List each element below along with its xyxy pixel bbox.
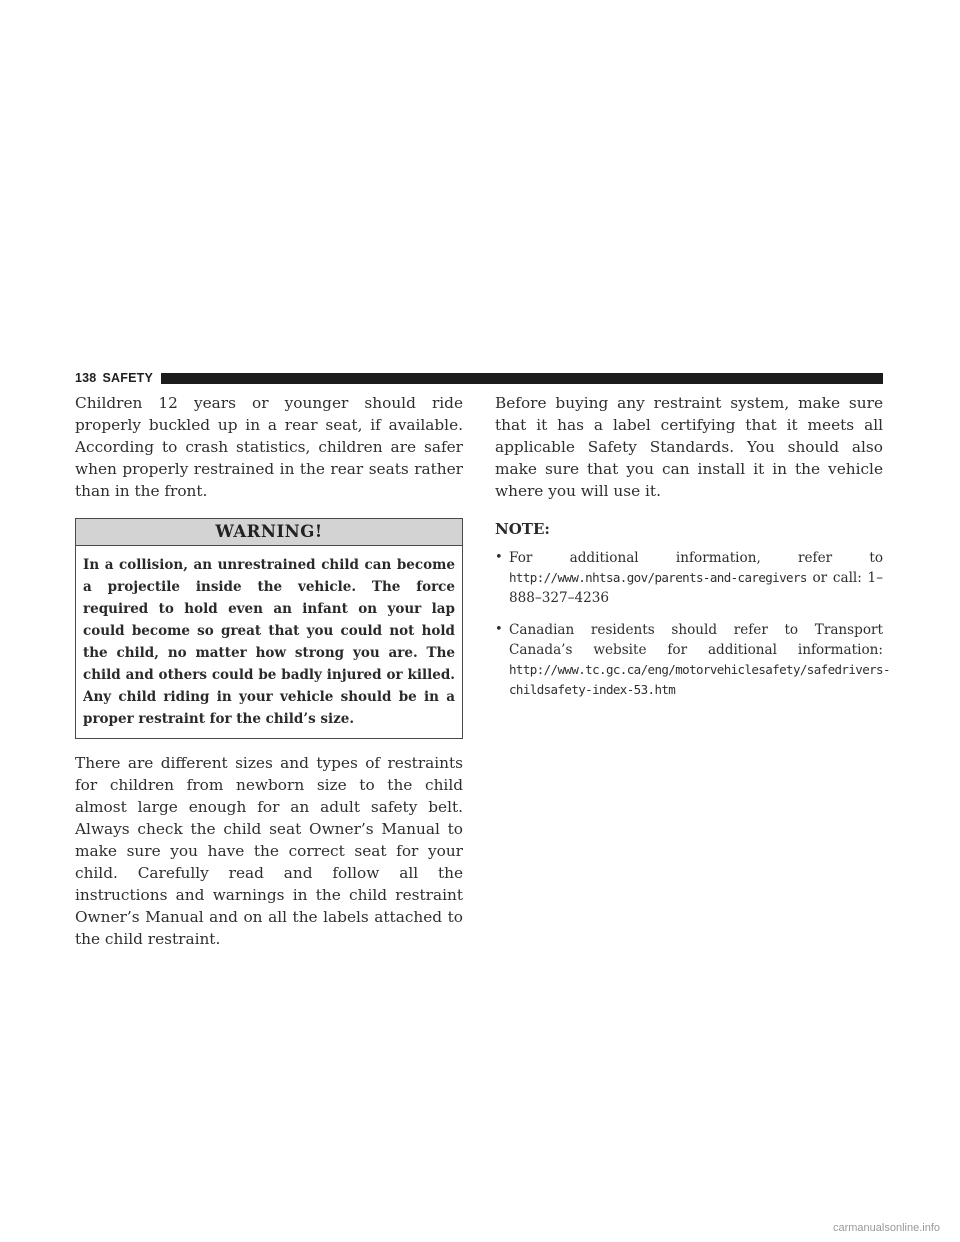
bullet-text: Canadian residents should refer to Transport Canada’s website for additional information: — [509, 622, 883, 658]
left-column — [75, 392, 463, 966]
restraint-types-paragraph: There are different sizes and types of restraints for children from newborn size to the child almost large enough for an adult safety belt. Always check the child seat Owner’s Manual to make sure you have the correct seat for your child. Carefully read and follow all the instructions and warnings in the child restraint Owner’s Manual and on all the labels attached to the child restraint. — [75, 754, 463, 948]
list-item — [495, 548, 883, 608]
bullet-icon: • — [495, 622, 503, 637]
warning-title: WARNING! — [76, 519, 462, 546]
note-title: NOTE: — [495, 520, 550, 538]
bullet-tail: or call: 1–888–327–4236 — [509, 570, 883, 606]
header-rule — [161, 373, 883, 384]
page-number: 138 — [75, 371, 97, 385]
list-item — [495, 620, 890, 700]
right-column — [495, 392, 890, 712]
note-list — [495, 548, 890, 700]
footer-watermark: carmanualsonline.info — [832, 1222, 940, 1234]
bullet-icon: • — [495, 550, 503, 565]
intro-paragraph: Children 12 years or younger should ride properly buckled up in a rear seat, if available. According to crash statistics, children are safer when properly restrained in the rear seats rather than in the front. — [75, 394, 463, 500]
transport-canada-link[interactable]: http://www.tc.gc.ca/eng/motorvehiclesafety/safedrivers-childsafety-index-53.htm — [509, 662, 890, 697]
section-title: SAFETY — [102, 371, 153, 385]
warning-box — [75, 518, 463, 739]
warning-body: In a collision, an unrestrained child can become a projectile inside the vehicle. The force required to hold even an infant on your lap could become so great that you could not hold the child, no matter how strong you are. The child and others could be badly injured or killed. Any child riding in your vehicle should be in a proper restraint for the child’s size. — [83, 557, 455, 727]
buying-paragraph: Before buying any restraint system, make sure that it has a label certifying that it meets all applicable Safety Standards. You should also make sure that you can install it in the vehicle where you will use it. — [495, 394, 883, 500]
bullet-text: For additional information, refer to — [509, 550, 883, 566]
page-header — [75, 370, 883, 386]
nhtsa-link[interactable]: http://www.nhtsa.gov/parents-and-caregivers — [509, 570, 807, 585]
